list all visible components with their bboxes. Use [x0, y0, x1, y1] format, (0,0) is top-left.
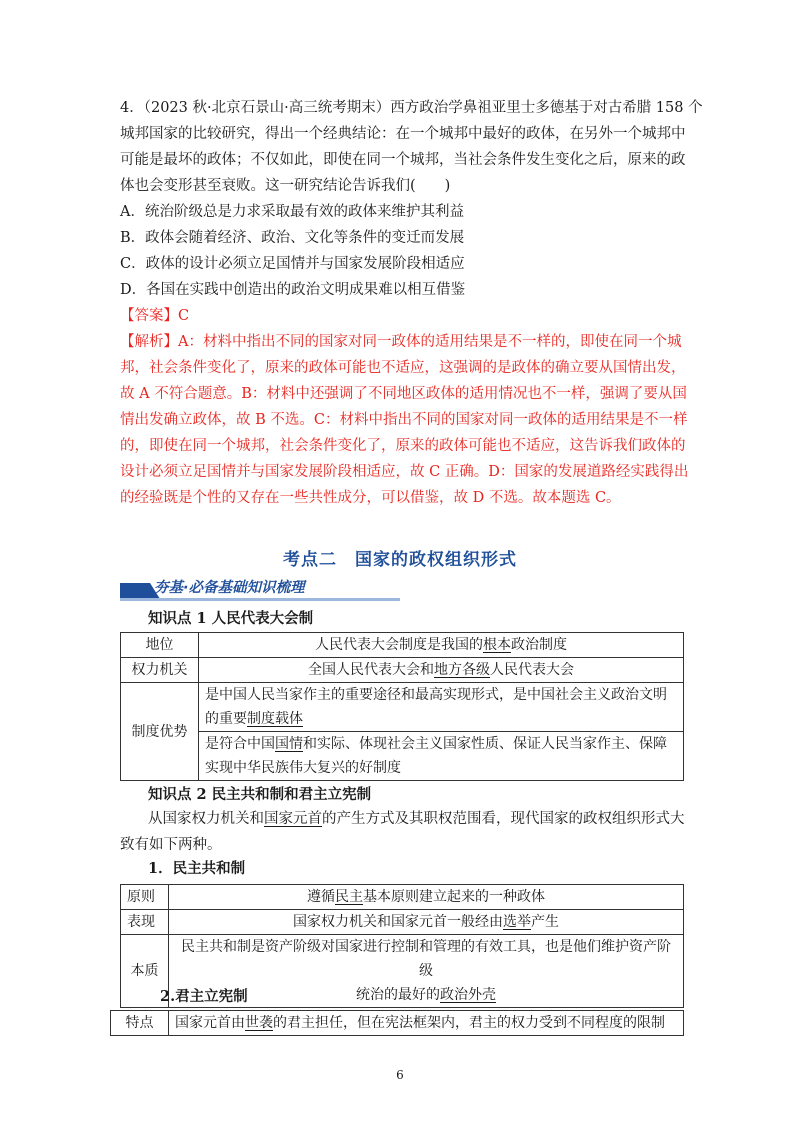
question-line: 城邦国家的比较研究，得出一个经典结论：在一个城邦中最好的政体，在另外一个城邦中 [120, 126, 686, 142]
kp2-title: 知识点 2 民主共和制和君主立宪制 [148, 786, 372, 803]
section-title: 考点二 国家的政权组织形式 [283, 550, 517, 570]
question-line: 可能是最坏的政体；不仅如此，即使在同一个城邦，当社会条件发生变化之后，原来的政 [120, 152, 686, 168]
kp1-title: 知识点 1 人民代表大会制 [148, 610, 314, 627]
row-label: 权力机关 [121, 658, 199, 683]
analysis-line: 【解析】A：材料中指出不同的国家对同一政体的适用结果是不一样的，即使在同一个城 [120, 334, 682, 350]
question-line: 体也会变形甚至衰败。这一研究结论告诉我们( ) [120, 178, 451, 194]
row-content: 遵循民主基本原则建立起来的一种政体 [169, 885, 684, 910]
analysis-line: 的，即使在同一个城邦，社会条件变化了，原来的政体可能也不适应，这告诉我们政体的 [120, 438, 686, 454]
row-content: 全国人民代表大会和地方各级人民代表大会 [199, 658, 684, 683]
row-content: 国家元首由世袭的君主担任，但在宪法框架内，君主的权力受到不同程度的限制 [169, 1011, 684, 1036]
section-banner [120, 577, 400, 601]
analysis-line: 故 A 不符合题意。B：材料中还强调了不同地区政体的适用情况也不一样，强调了要从国 [120, 386, 687, 402]
table-row [121, 732, 684, 781]
kp2-sub1: 1．民主共和制 [148, 860, 246, 877]
row-label: 表现 [121, 910, 169, 935]
row-label: 特点 [111, 1011, 169, 1036]
table-row [121, 633, 684, 658]
table-row [111, 1011, 684, 1036]
analysis-line: 设计必须立足国情并与国家发展阶段相适应，故 C 正确。D：国家的发展道路经实践得出 [120, 464, 689, 480]
row-content: 是符合中国国情和实际、体现社会主义国家性质、保证人民当家作主、保障 实现中华民族伟大复兴的好制度 [199, 732, 684, 781]
row-label: 原则 [121, 885, 169, 910]
answer: 【答案】C [120, 308, 190, 324]
banner-text: 夯基·必备基础知识梳理 [154, 580, 305, 596]
row-content: 是中国人民当家作主的重要途径和最高实现形式，是中国社会主义政治文明 的重要制度载体 [199, 683, 684, 732]
table-row [121, 658, 684, 683]
row-content: 国家权力机关和国家元首一般经由选举产生 [169, 910, 684, 935]
kp1-table [120, 632, 684, 781]
analysis [120, 329, 703, 511]
analysis-line: 情出发确立政体，故 B 不选。C：材料中指出不同的国家对同一政体的适用结果是不一样 [120, 412, 688, 428]
table-row [121, 683, 684, 732]
option-c: C．政体的设计必须立足国情并与国家发展阶段相适应 [120, 256, 465, 272]
page-number: 6 [396, 1068, 404, 1082]
table-row [121, 885, 684, 910]
option-b: B．政体会随着经济、政治、文化等条件的变迁而发展 [120, 230, 465, 246]
row-label: 本质 [121, 935, 169, 1008]
question-text [120, 95, 703, 511]
option-d: D．各国在实践中创造出的政治文明成果难以相互借鉴 [120, 282, 466, 298]
analysis-line: 的经验既是个性的又存在一些共性成分，可以借鉴，故 D 不选。故本题选 C。 [120, 490, 621, 506]
row-label: 制度优势 [121, 683, 199, 781]
kp2-paragraph: 从国家权力机关和国家元首的产生方式及其职权范围看，现代国家的政权组织形式大 致有如下两种。 [120, 811, 685, 853]
option-a: A．统治阶级总是力求采取最有效的政体来维护其利益 [120, 204, 464, 220]
table-row [121, 910, 684, 935]
row-content: 民主共和制是资产阶级对国家进行控制和管理的有效工具，也是他们维护资产阶级 统治的最好的政治外壳 [169, 935, 684, 1008]
row-content: 人民代表大会制度是我国的根本政治制度 [199, 633, 684, 658]
kp2-table2 [110, 1010, 684, 1036]
analysis-line: 邦，社会条件变化了，原来的政体可能也不适应，这强调的是政体的确立要从国情出发， [120, 360, 686, 376]
row-label: 地位 [121, 633, 199, 658]
question-line: 4．（2023 秋·北京石景山·高三统考期末）西方政治学鼻祖亚里士多德基于对古希腊 158 个 [120, 100, 703, 116]
kp2-sub2: 2.君主立宪制 [160, 988, 248, 1005]
